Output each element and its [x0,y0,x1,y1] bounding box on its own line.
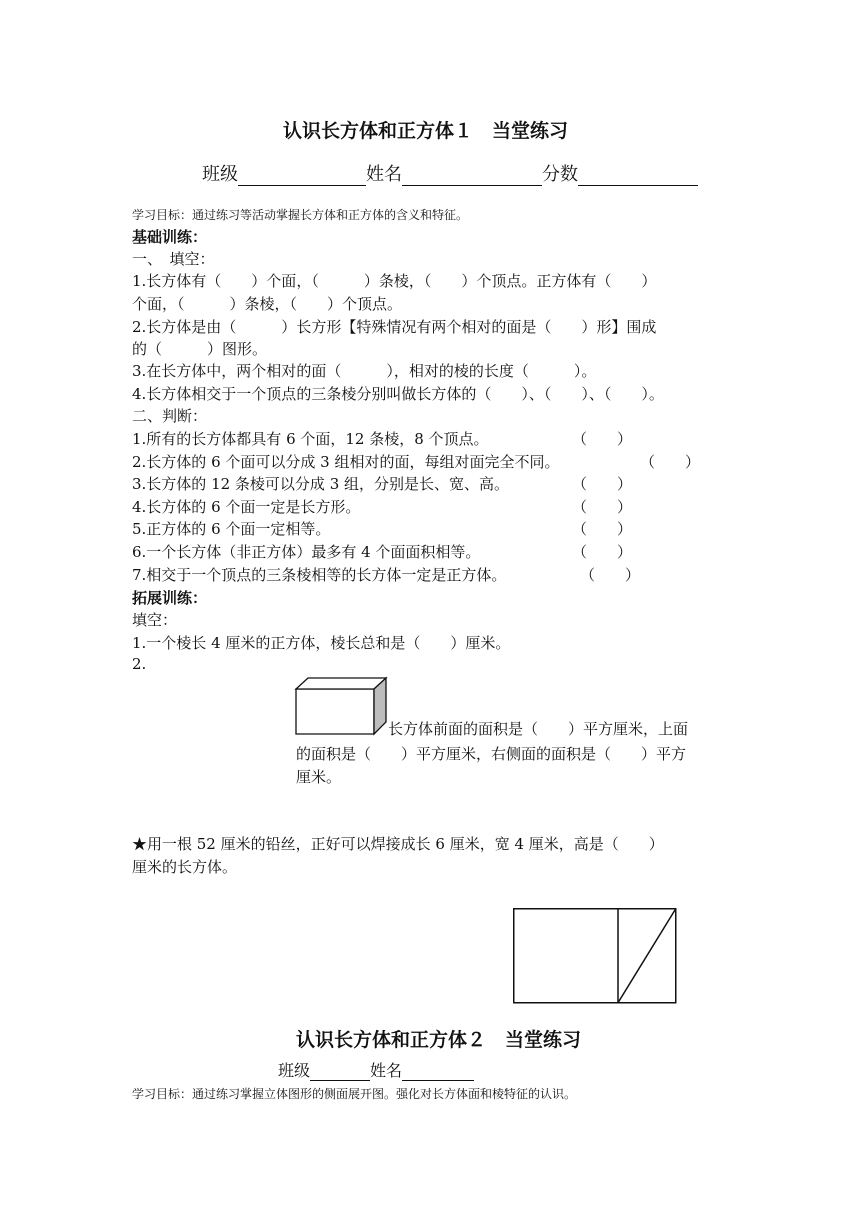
judge-item: 2.长方体的 6 个面可以分成 3 组相对的面，每组对面完全不同。 [132,453,560,471]
page-title: 认识长方体和正方体１ 当堂练习 [283,120,569,142]
judge-answer-box[interactable]: （ ） [580,566,641,584]
judge-answer-box[interactable]: （ ） [572,475,633,493]
judge-heading: 二、判断： [132,407,208,425]
ext-fill-heading: 填空： [132,611,178,629]
challenge-question: ★用一根 52 厘米的铅丝，正好可以焊接成长 6 厘米，宽 4 厘米，高是（ ） [132,835,664,853]
judge-answer-box[interactable]: （ ） [572,543,633,561]
fill-item-line: 个面，（ ）条棱，（ ）个顶点。 [132,295,403,313]
extension-training-heading: 拓展训练： [132,589,208,607]
judge-answer-box[interactable]: （ ） [572,430,633,448]
rectangle-diagonal-figure [513,908,677,1004]
judge-item: 4.长方体的 6 个面一定是长方形。 [132,498,361,516]
score-label: 分数 [542,164,578,185]
basic-training-heading: 基础训练： [132,228,208,246]
judge-item: 3.长方体的 12 条棱可以分成 3 组，分别是长、宽、高。 [132,475,510,493]
name-blank[interactable] [402,1063,474,1081]
fill-item-line: 的（ ）图形。 [132,340,268,358]
judge-item: 5.正方体的 6 个面一定相等。 [132,520,331,538]
challenge-question: 厘米的长方体。 [132,858,238,876]
student-info-line [202,160,698,186]
judge-item: 1.所有的长方体都具有 6 个面，12 条棱，8 个顶点。 [132,430,489,448]
learning-goal-2: 学习目标：通过练习掌握立体图形的侧面展开图。强化对长方体面和棱特征的认识。 [132,1087,577,1101]
fill-item-line: 4.长方体相交于一个顶点的三条棱分别叫做长方体的（ ）、（ ）、（ ）。 [132,385,664,403]
ext-item-2-text: 的面积是（ ）平方厘米，右侧面的面积是（ ）平方 [296,745,687,763]
fill-item-line: 1.长方体有（ ）个面，（ ）条棱，（ ）个顶点。正方体有（ ） [132,272,657,290]
second-page-title: 认识长方体和正方体２ 当堂练习 [296,1029,582,1051]
class-label: 班级 [278,1061,311,1080]
learning-goal: 学习目标：通过练习等活动掌握长方体和正方体的含义和特征。 [132,208,469,222]
judge-answer-box[interactable]: （ ） [640,453,701,471]
judge-answer-box[interactable]: （ ） [572,498,633,516]
class-blank[interactable] [310,1063,370,1081]
judge-item: 6.一个长方体（非正方体）最多有 4 个面面积相等。 [132,543,481,561]
ext-item-1: 1.一个棱长 4 厘米的正方体，棱长总和是（ ）厘米。 [132,634,511,652]
ext-item-2-text: 长方体前面的面积是（ ）平方厘米，上面 [388,720,689,738]
cuboid-figure [296,677,388,735]
fill-item-line: 3.在长方体中，两个相对的面（ ），相对的棱的长度（ ）。 [132,362,597,380]
judge-item: 7.相交于一个顶点的三条棱相等的长方体一定是正方体。 [132,566,507,584]
ext-item-2-text: 厘米。 [296,768,342,786]
name-label: 姓名 [366,164,402,185]
name-label: 姓名 [370,1061,403,1080]
judge-answer-box[interactable]: （ ） [572,520,633,538]
score-blank[interactable] [578,165,698,186]
class-label: 班级 [202,164,238,185]
class-blank[interactable] [238,165,366,186]
fill-in-heading: 一、 填空： [132,250,215,268]
name-blank[interactable] [402,165,542,186]
ext-item-2-number: 2. [132,655,147,673]
fill-item-line: 2.长方体是由（ ）长方形【特殊情况有两个相对的面是（ ）形】围成 [132,318,657,336]
student-info-line-2 [278,1058,474,1081]
